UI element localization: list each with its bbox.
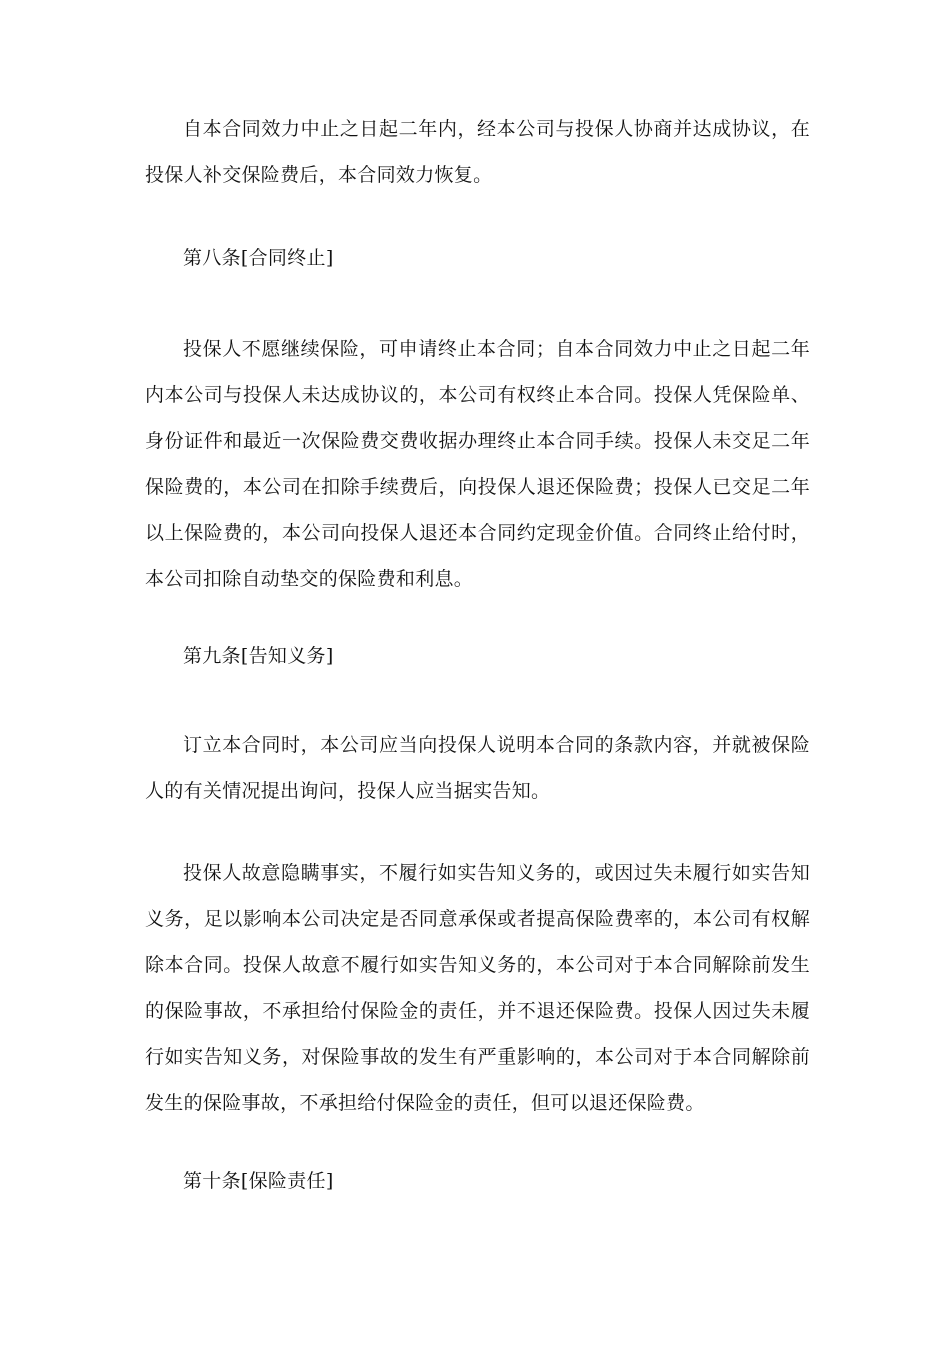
- paragraph-nondisclosure-consequences: 投保人故意隐瞒事实，不履行如实告知义务的，或因过失未履行如实告知义务，足以影响本公司决定是否同意承保或者提高保险费率的，本公司有权解除本合同。投保人故意不履行如实告知义务的，本公司对于本合同解除前发生的保险事故，不承担给付保险金的责任，并不退还保险费。投保人因过失未履行如实告知义务，对保险事故的发生有严重影响的，本公司对于本合同解除前发生的保险事故，不承担给付保险金的责任，但可以退还保险费。: [145, 862, 810, 1114]
- paragraph-disclosure-duty: 订立本合同时，本公司应当向投保人说明本合同的条款内容，并就被保险人的有关情况提出询问，投保人应当据实告知。: [145, 734, 810, 802]
- paragraph-termination: 投保人不愿继续保险，可申请终止本合同；自本合同效力中止之日起二年内本公司与投保人未达成协议的，本公司有权终止本合同。投保人凭保险单、身份证件和最近一次保险费交费收据办理终止本合同手续。投保人未交足二年保险费的，本公司在扣除手续费后，向投保人退还保险费；投保人已交足二年以上保险费的，本公司向投保人退还本合同约定现金价值。合同终止给付时，本公司扣除自动垫交的保险费和利息。: [145, 338, 810, 590]
- article-10-heading: 第十条[保险责任]: [183, 1170, 334, 1192]
- article-9-heading: 第九条[告知义务]: [183, 645, 334, 667]
- article-8-heading: 第八条[合同终止]: [183, 247, 334, 269]
- paragraph-reinstatement: 自本合同效力中止之日起二年内，经本公司与投保人协商并达成协议，在投保人补交保险费后，本合同效力恢复。: [145, 118, 810, 186]
